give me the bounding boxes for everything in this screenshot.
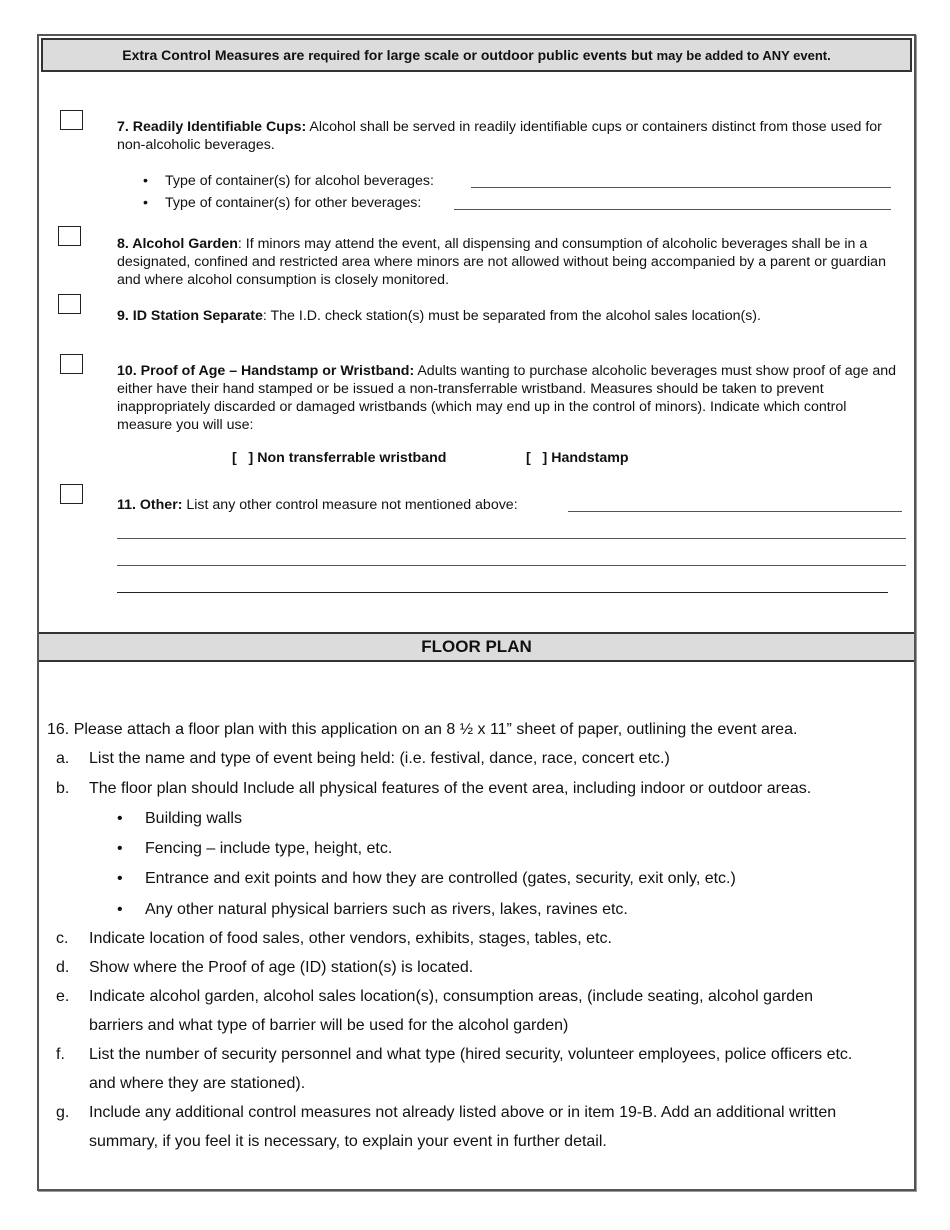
bullet-icon: • [117,840,123,857]
item-f-text-cont: and where they are stationed). [89,1075,306,1092]
item-8-title: 8. Alcohol Garden [117,236,238,252]
item-e-text-cont: barriers and what type of barrier will be used for the alcohol garden) [89,1017,569,1034]
item-g-text-cont: summary, if you feel it is necessary, to explain your event in further detail. [89,1133,607,1150]
checkbox-alcohol-garden[interactable] [58,226,81,246]
bullet-building-walls: Building walls [145,810,242,827]
item-11-title: 11. Other: [117,497,183,513]
form-page [37,34,916,1191]
wristband-label: Non transferrable wristband [257,450,447,466]
floor-plan-header [39,632,914,662]
floor-plan-intro: 16. Please attach a floor plan with this application on an 8 ½ x 11” sheet of paper, outlining the event area. [47,721,798,738]
item-d-letter: d. [56,959,70,976]
banner-part3: for large scale or outdoor public events but [360,47,657,63]
option-wristband[interactable] [232,450,446,466]
item-c-text: Indicate location of food sales, other vendors, exhibits, stages, tables, etc. [89,930,612,947]
floor-plan-title: FLOOR PLAN [421,637,532,656]
item-9-body: : The I.D. check station(s) must be separated from the alcohol sales location(s). [262,308,761,324]
item-a-text: List the name and type of event being held: (i.e. festival, dance, race, concert etc.) [89,750,670,767]
control-measure-8 [117,235,897,289]
item-g-text: Include any additional control measures not already listed above or in item 19-B. Add an additional written [89,1104,837,1121]
other-measure-field-3[interactable] [117,565,906,566]
bullet-icon: • [117,901,123,918]
bullet-natural-barriers: Any other natural physical barriers such as rivers, lakes, ravines etc. [145,901,628,918]
other-measure-field-4[interactable] [117,592,888,593]
checkbox-readily-identifiable-cups[interactable] [60,110,83,130]
item-d-text: Show where the Proof of age (ID) station(s) is located. [89,959,474,976]
item-f-text: List the number of security personnel and what type (hired security, volunteer employees, police officers etc. [89,1046,853,1063]
item-10-title: 10. Proof of Age – Handstamp or Wristband: [117,363,415,379]
other-container-field[interactable] [454,209,891,210]
banner-part1: Extra Control Measures are [122,47,309,63]
control-measure-10 [117,362,897,434]
handstamp-label: Handstamp [551,450,629,466]
other-container-label: Type of container(s) for other beverages: [165,195,422,211]
option-handstamp[interactable] [526,450,629,466]
item-f-letter: f. [56,1046,65,1063]
banner-part2: required [308,48,361,63]
bullet-entrance-exit: Entrance and exit points and how they are controlled (gates, security, exit only, etc.) [145,870,736,887]
item-8-body: : If minors may attend the event, all dispensing and consumption of alcoholic beverages shall be in a designated, confined and restricted area where minors are not allowed without being accompanied by a parent or guardian and where alcohol consumption is closely monitored. [117,236,886,288]
extra-control-measures-banner [41,38,912,72]
item-e-text: Indicate alcohol garden, alcohol sales location(s), consumption areas, (include seating, alcohol garden [89,988,813,1005]
banner-text [122,47,830,63]
checkbox-id-station-separate[interactable] [58,294,81,314]
item-e-letter: e. [56,988,70,1005]
handstamp-checkbox[interactable]: [ ] [526,450,548,466]
item-7-title: 7. Readily Identifiable Cups: [117,119,307,135]
bullet-icon: • [117,810,123,827]
wristband-checkbox[interactable]: [ ] [232,450,254,466]
item-10-body: Adults wanting to purchase alcoholic beverages must show proof of age and either have their hand stamped or be issued a non-transferrable wristband. Measures should be taken to prevent inappropriately discarded or damaged wristbands (which may end up in the control of minors). Indicate which control measure you will use: [117,363,897,433]
banner-part4: may be added to ANY event. [656,48,831,63]
other-measure-field-2[interactable] [117,538,906,539]
item-b-letter: b. [56,780,70,797]
control-measure-9 [117,307,897,325]
item-9-title: 9. ID Station Separate [117,308,263,324]
control-measure-7 [117,118,897,154]
other-measure-field-1[interactable] [568,511,902,512]
bullet-icon: • [143,195,148,211]
item-b-text: The floor plan should Include all physical features of the event area, including indoor or outdoor areas. [89,780,812,797]
checkbox-proof-of-age[interactable] [60,354,83,374]
bullet-icon: • [143,173,148,189]
alcohol-container-field[interactable] [471,187,891,188]
item-g-letter: g. [56,1104,70,1121]
bullet-icon: • [117,870,123,887]
alcohol-container-label: Type of container(s) for alcohol beverages: [165,173,434,189]
item-a-letter: a. [56,750,70,767]
item-c-letter: c. [56,930,69,947]
item-7-body: Alcohol shall be served in readily identifiable cups or containers distinct from those used for non-alcoholic beverages. [117,119,882,153]
bullet-fencing: Fencing – include type, height, etc. [145,840,393,857]
item-11-body: List any other control measure not mentioned above: [182,497,518,513]
checkbox-other[interactable] [60,484,83,504]
